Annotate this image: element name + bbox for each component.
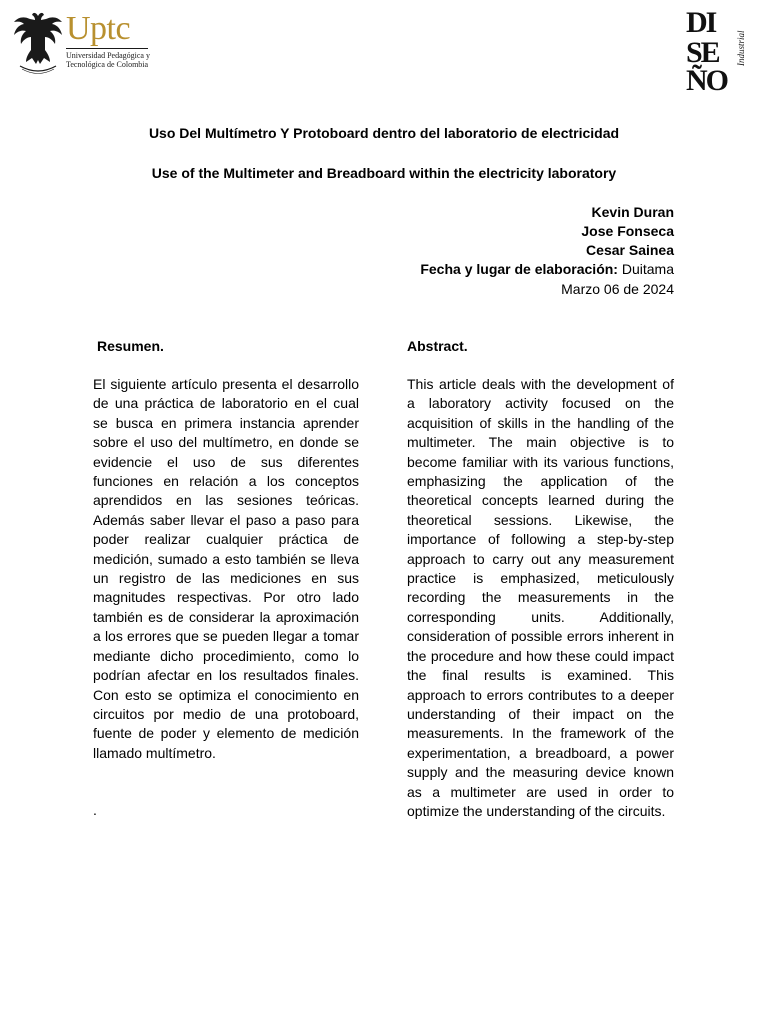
author-name: Jose Fonseca xyxy=(581,223,674,239)
author-name: Cesar Sainea xyxy=(586,242,674,258)
uptc-wordmark: Uptc xyxy=(66,10,131,47)
author-name: Kevin Duran xyxy=(591,204,674,220)
uptc-divider xyxy=(66,48,148,49)
resumen-text: El siguiente artículo presenta el desarrollo de una práctica de laboratorio en el cual se busca en primera instancia aprender sobre el uso del multímetro, en donde se evidencie el uso de sus diferentes funciones en relación a los conceptos aprendidos en las sesiones teóricas. Además saber llevar el paso a paso para poder realizar cualquier práctica de medición, sumado a esto también se lleva un registro de las mediciones en sus magnitudes respectivas. Por otro lado también es de considerar la aproximación a los errores que se pueden llegar a tomar mediante dicho procedimiento, como lo podrían afectar en los resultados finales. Con esto se optimiza el conocimiento en circuitos por medio de una protoboard, fuente de poder y elemento de medición llamado multímetro. xyxy=(93,376,359,761)
diseno-industrial-logo xyxy=(684,6,754,92)
abstract-text: This article deals with the development of a laboratory activity focused on the acquisition of skills in the handling of the multimeter. The main objective is to become familiar with its various functions, emphasizing the application of the theoretical concepts learned during the theoretical sessions. Likewise, the importance of following a step-by-step approach to carry out any measurement practice is emphasized, meticulously recording the measurements in the corresponding units. Additionally, consideration of possible errors inherent in the procedure and how these could impact the final results is examined. This approach to errors contributes to a deeper understanding of their impact on the measurements. In the framework of the experimentation, a breadboard, a power supply and the measuring device known as a multimeter are used in order to optimize the understanding of the circuits. xyxy=(407,376,674,819)
svg-text:Industrial: Industrial xyxy=(736,30,746,66)
uptc-subtitle-line1: Universidad Pedagógica y xyxy=(66,51,150,60)
svg-text:ÑO: ÑO xyxy=(686,64,727,92)
svg-text:SE: SE xyxy=(686,36,719,69)
svg-text:DI: DI xyxy=(686,6,716,39)
date: Marzo 06 de 2024 xyxy=(561,281,674,297)
resumen-heading: Resumen. xyxy=(97,338,164,354)
eagle-crest-logo xyxy=(12,10,64,76)
paper-title-spanish: Uso Del Multímetro Y Protoboard dentro del laboratorio de electricidad xyxy=(148,125,620,141)
date-place-label: Fecha y lugar de elaboración: xyxy=(420,261,618,277)
uptc-subtitle-line2: Tecnológica de Colombia xyxy=(66,60,149,69)
date-place-line xyxy=(420,260,674,279)
uptc-subtitle xyxy=(66,51,150,69)
resumen-trailing-dot: . xyxy=(93,802,97,818)
place: Duitama xyxy=(621,261,674,277)
abstract-heading: Abstract. xyxy=(407,338,468,354)
paper-title-english: Use of the Multimeter and Breadboard within the electricity laboratory xyxy=(151,165,617,181)
